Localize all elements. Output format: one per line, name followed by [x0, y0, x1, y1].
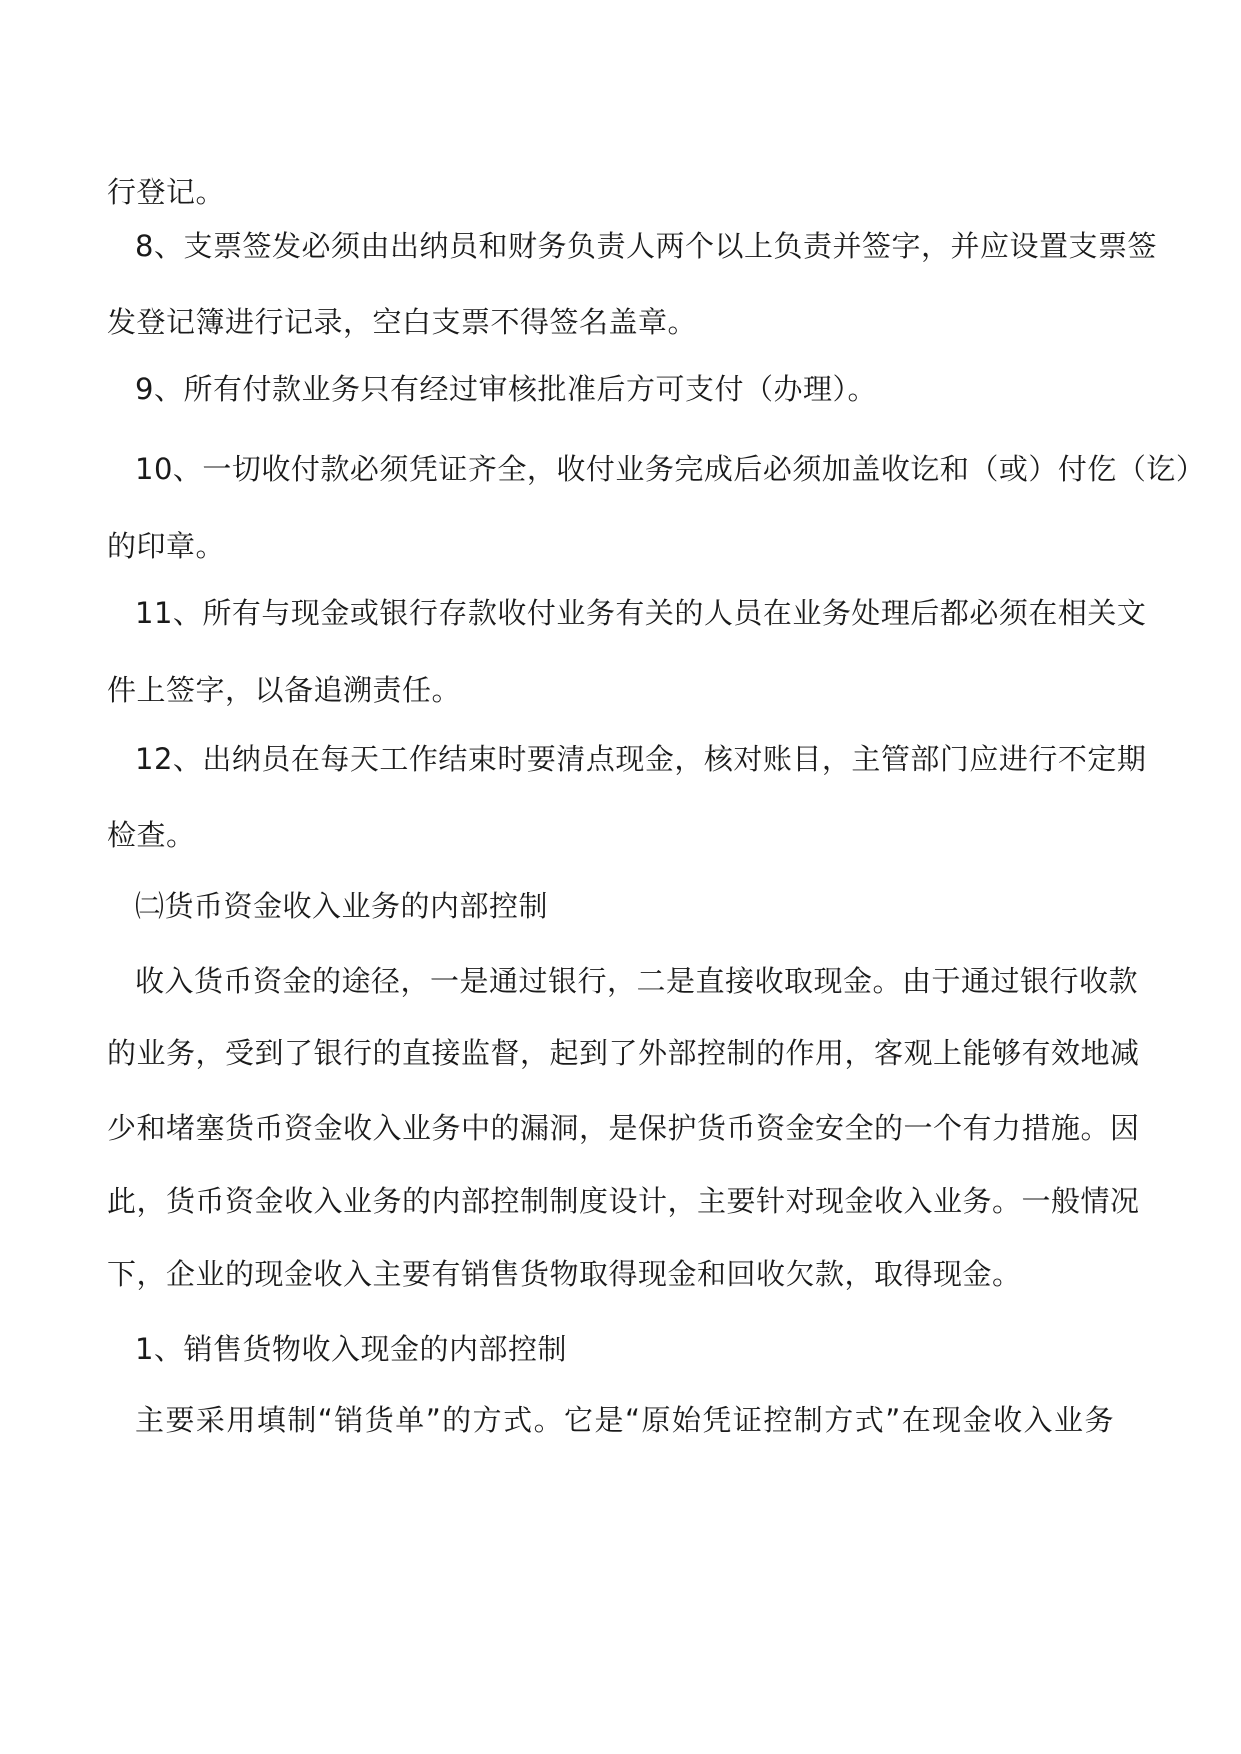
paragraph-line: 行登记。 — [107, 175, 226, 209]
paragraph-line: 8、支票签发必须由出纳员和财务负责人两个以上负责并签字，并应设置支票签 — [135, 229, 1157, 263]
paragraph-line: 的业务，受到了银行的直接监督，起到了外部控制的作用，客观上能够有效地减 — [107, 1036, 1140, 1070]
paragraph-line: 9、所有付款业务只有经过审核批准后方可支付（办理）。 — [135, 372, 877, 406]
section-heading: ㈡货币资金收入业务的内部控制 — [135, 889, 549, 923]
paragraph-line: 的印章。 — [107, 529, 226, 563]
paragraph-line: 11、所有与现金或银行存款收付业务有关的人员在业务处理后都必须在相关文 — [135, 596, 1147, 630]
paragraph-line: 12、出纳员在每天工作结束时要清点现金，核对账目，主管部门应进行不定期 — [135, 742, 1147, 776]
paragraph-line: 此，货币资金收入业务的内部控制制度设计，主要针对现金收入业务。一般情况 — [107, 1184, 1140, 1218]
paragraph-line: 件上签字，以备追溯责任。 — [107, 673, 462, 707]
paragraph-line: 10、一切收付款必须凭证齐全，收付业务完成后必须加盖收讫和（或）付仡（讫） — [135, 452, 1206, 486]
paragraph-line: 下，企业的现金收入主要有销售货物取得现金和回收欠款，取得现金。 — [107, 1257, 1022, 1291]
paragraph-line: 检查。 — [107, 818, 196, 852]
paragraph-line: 发登记簿进行记录，空白支票不得签名盖章。 — [107, 305, 698, 339]
paragraph-line: 少和堵塞货币资金收入业务中的漏洞，是保护货币资金安全的一个有力措施。因 — [107, 1111, 1140, 1145]
paragraph-line: 主要采用填制“销货单”的方式。它是“原始凭证控制方式”在现金收入业务 — [135, 1403, 1114, 1437]
subsection-heading: 1、销售货物收入现金的内部控制 — [135, 1332, 567, 1366]
paragraph-line: 收入货币资金的途径，一是通过银行，二是直接收取现金。由于通过银行收款 — [135, 964, 1139, 998]
